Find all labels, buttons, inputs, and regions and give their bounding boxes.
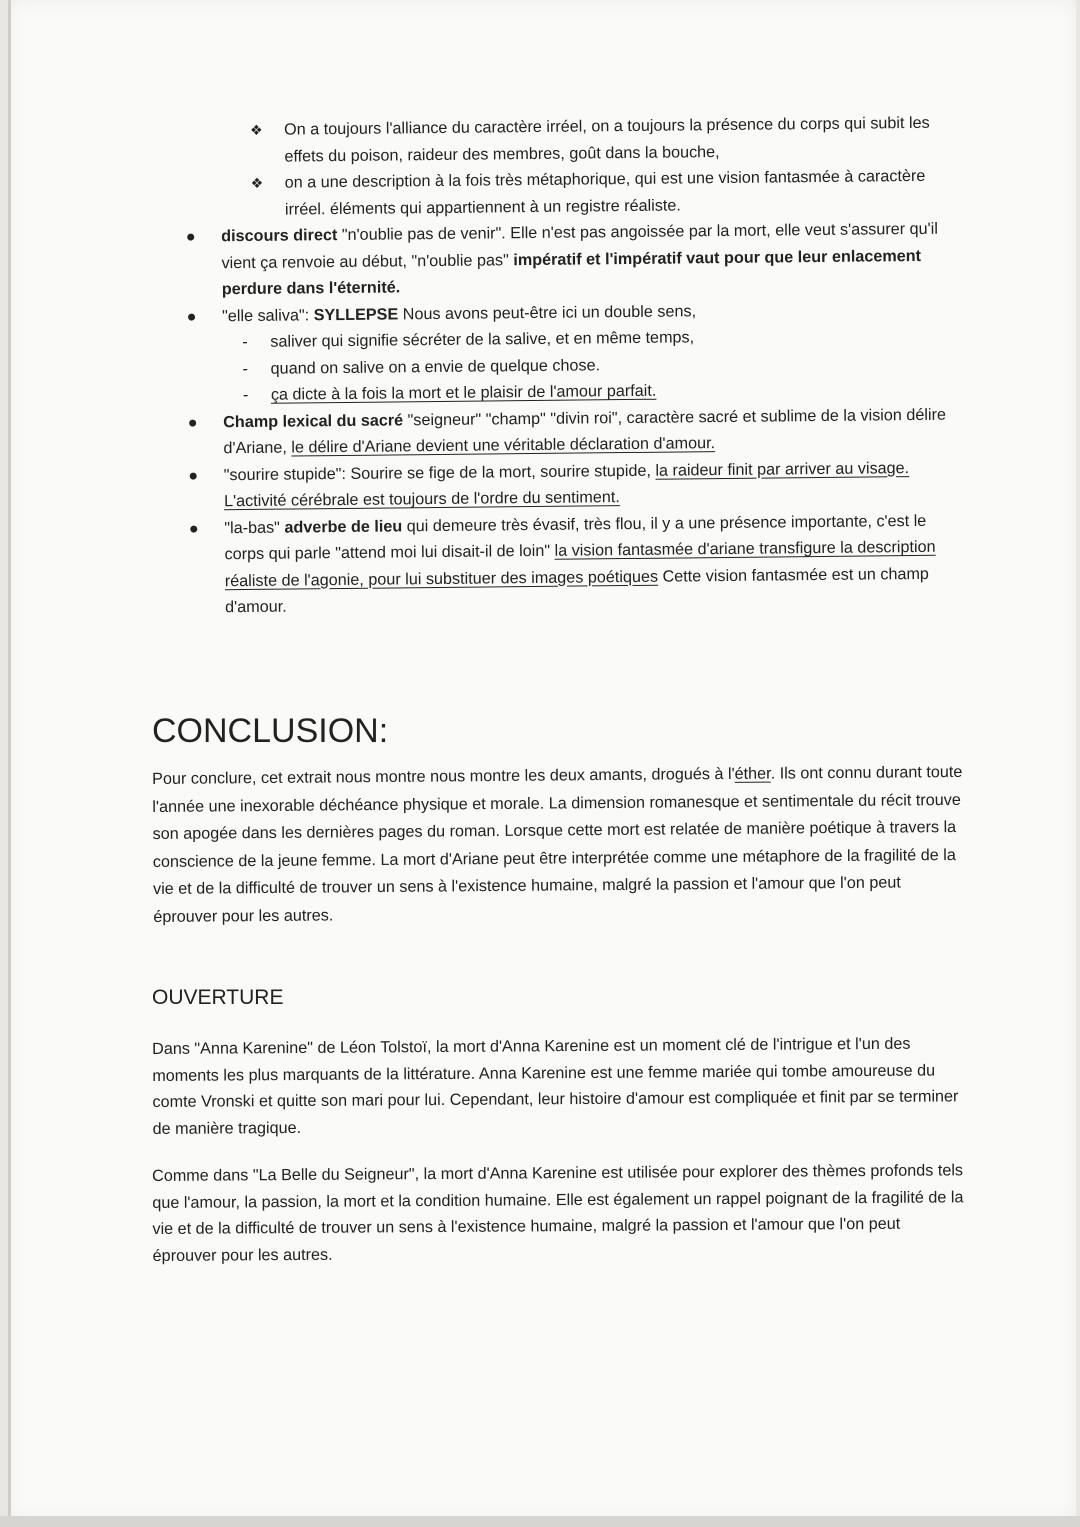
conclusion-heading: CONCLUSION: [152, 712, 389, 750]
diamond-item: ❖ on a une description à la fois très métaphorique, qui est une vision fantasmée à caractère irréel. éléments qui appartiennent à un registre réaliste. [250, 166, 926, 219]
ouverture-paragraph-2: Comme dans "La Belle du Seigneur", la mort d'Anna Karenine est utilisée pour explorer des thèmes profonds tels que l'amour, la passion, la mort et la condition humaine. Elle est également un rappel poignant de la fragilité de la vie et de la difficulté de trouver un sens à l'existence humaine, malgré la passion et l'amour que l'on peut éprouver pour les autres. [152, 1161, 964, 1265]
bullet-item-champ-lexical: Champ lexical du sacré "seigneur" "champ" "divin roi", caractère sacré et sublime de la vision délire d'Ariane, le délire d'Ariane devient une véritable déclaration d'amour. [183, 401, 964, 462]
diamond-list [250, 110, 961, 223]
dash-item: - ça dicte à la fois la mort et le plaisir de l'amour parfait. [242, 381, 657, 405]
bullet-item-la-bas: "la-bas" adverbe de lieu qui demeure très évasif, très flou, il y a une présence importante, c'est le corps qui parle "attend moi lui disait-il de loin" la vision fantasmée d'ariane transfigure la description réaliste de l'agonie, pour lui substituer des images poétiques Cette vision fantasmée est un champ d'amour. [184, 507, 965, 621]
diamond-bullet-icon: ❖ [250, 121, 263, 138]
conclusion-paragraph: Pour conclure, cet extrait nous montre nous montre les deux amants, drogués à l'éther. Ils ont connu durant toute l'année une inexorable déchéance physique et morale. La dimension romanesque et sentimentale du récit trouve son apogée dans les dernières pages du roman. Lorsque cette mort est relatée de manière poétique à travers la conscience de la jeune femme. La mort d'Ariane peut être interprétée comme une métaphore de la fragilité de la vie et de la difficulté de trouver un sens à l'existence humaine, malgré la passion et l'amour que l'on peut éprouver pour les autres. [152, 762, 963, 926]
diamond-bullet-icon: ❖ [250, 174, 264, 191]
bullet-list [181, 216, 965, 622]
bullet-dot-icon [189, 419, 196, 426]
bullet-dot-icon [190, 472, 197, 479]
dash-item: - saliver qui signifie sécréter de la salive, et en même temps, [242, 328, 695, 352]
bullet-dot-icon [187, 234, 194, 241]
bullet-item-sourire: "sourire stupide": Sourire se fige de la mort, sourire stupide, la raideur finit par arriver au visage. L'activité cérébrale est toujours de l'ordre du sentiment. [184, 454, 965, 515]
bullet-item-syllepse: "elle saliva": SYLLEPSE Nous avons peut-être ici un double sens, - saliver qui signifie sécréter de la salive, et en même temps, - quand on salive on a envie de quelque chose. - ça dicte à la fois la mort et le plaisir de l'amour parfait. [182, 295, 963, 409]
ouverture-heading: OUVERTURE [152, 986, 284, 1009]
dash-item: - quand on salive on a envie de quelque chose. [242, 355, 601, 378]
bullet-dot-icon [190, 525, 197, 532]
ouverture-paragraph-1: Dans "Anna Karenine" de Léon Tolstoï, la mort d'Anna Karenine est un moment clé de l'intrigue et l'un des moments les plus marquants de la littérature. Anna Karenine est une femme mariée qui tombe amoureuse du comte Vronski et quitte son mari pour lui. Cependant, leur histoire d'amour est compliquée et finit par se terminer de manière tragique. [152, 1034, 959, 1138]
diamond-item: ❖ On a toujours l'alliance du caractère irréel, on a toujours la présence du corps qui subit les effets du poison, raideur des membres, goût dans la bouche, [250, 113, 930, 166]
page-edge-bottom [0, 1516, 1080, 1527]
bullet-dot-icon [188, 313, 195, 320]
analysis-section [150, 110, 965, 622]
page-edge [8, 0, 11, 1527]
bullet-item-discours-direct: discours direct "n'oublie pas de venir". Elle n'est pas angoissée par la mort, elle veut s'assurer qu'il vient ça renvoie au début, "n'oublie pas" impératif et l'impératif vaut pour que leur enlacement perdure dans l'éternité. [181, 216, 962, 304]
dash-list [242, 322, 963, 409]
